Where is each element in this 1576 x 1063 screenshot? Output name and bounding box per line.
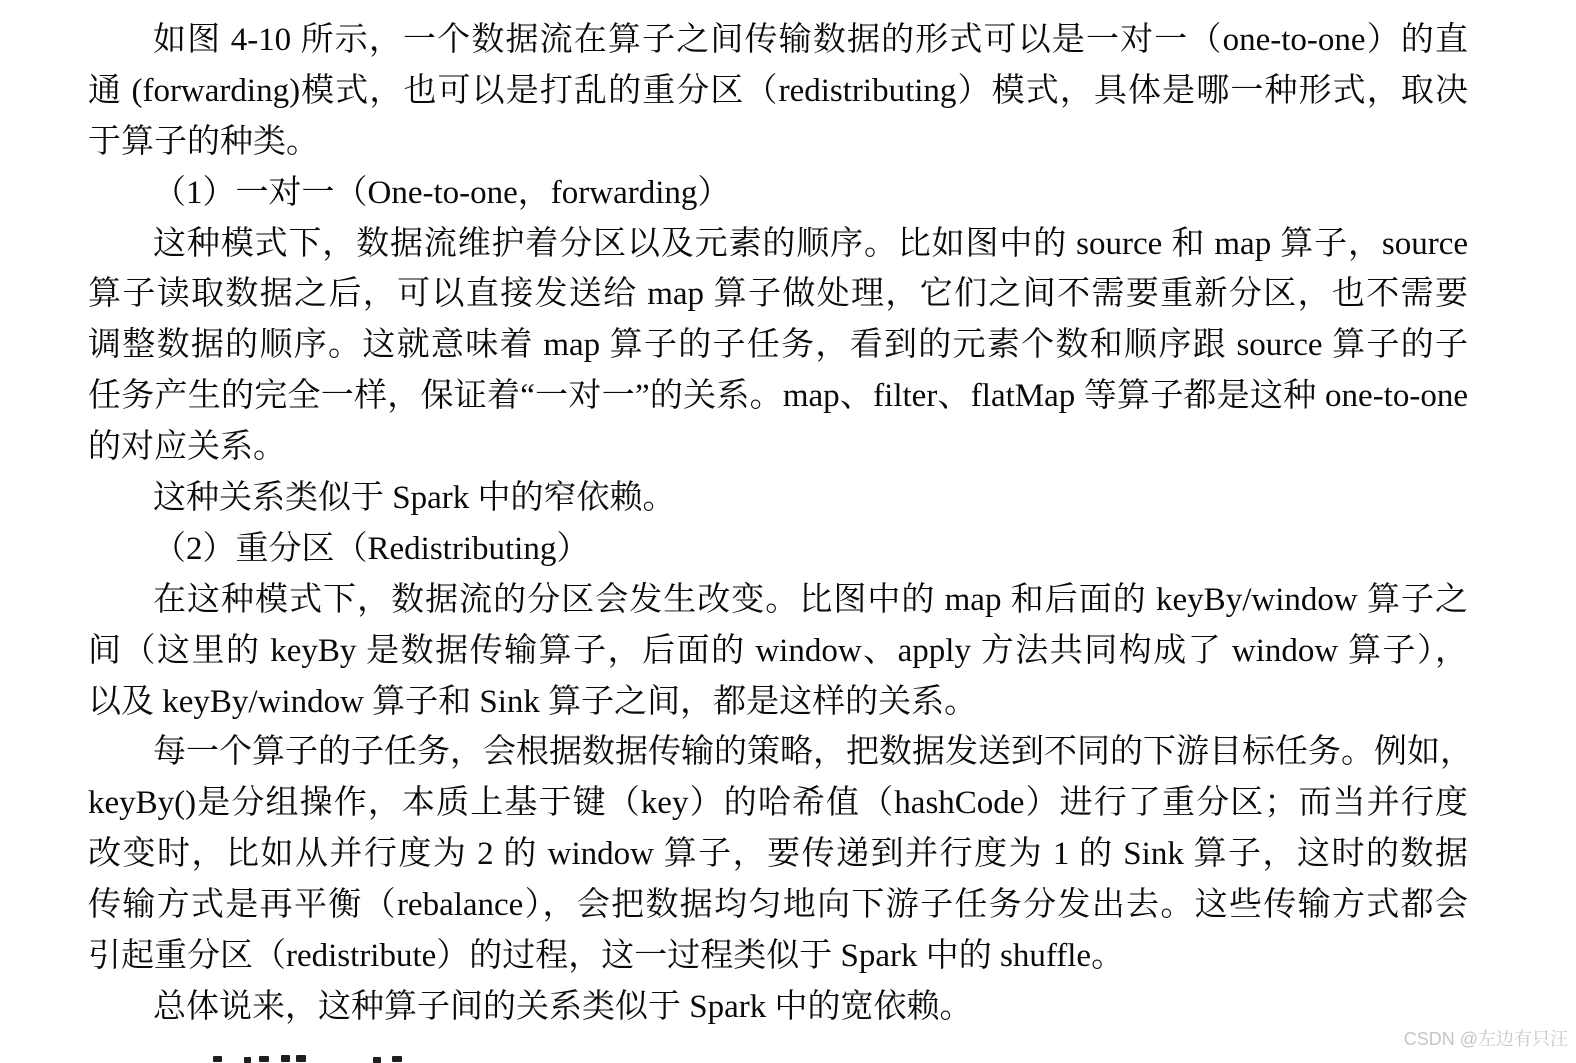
- text-line: 任务产生的完全一样，保证着“一对一”的关系。map、filter、flatMap 等算子都是这种 one-to-one: [88, 378, 1468, 415]
- text-line: 算子读取数据之后，可以直接发送给 map 算子做处理，它们之间不需要重新分区，也不需要: [88, 276, 1468, 313]
- text-line: 如图 4-10 所示，一个数据流在算子之间传输数据的形式可以是一对一（one-to-one）的直: [153, 22, 1468, 58]
- text-line: 间（这里的 keyBy 是数据传输算子，后面的 window、apply 方法共同构成了 window 算子），: [88, 632, 1468, 669]
- text-line: 每一个算子的子任务，会根据数据传输的策略，把数据发送到不同的下游目标任务。例如，: [153, 734, 1473, 771]
- list-item-heading: （1）一对一（One-to-one，forwarding）: [153, 174, 731, 211]
- csdn-watermark: CSDN @左边有只汪: [1403, 1029, 1568, 1049]
- text-line: 通 (forwarding)模式，也可以是打乱的重分区（redistributing）模式，具体是哪一种形式，取决: [88, 72, 1468, 109]
- text-line: 引起重分区（redistribute）的过程，这一过程类似于 Spark 中的 shuffle。: [88, 938, 1125, 975]
- text-line: 这种关系类似于 Spark 中的窄依赖。: [153, 480, 676, 517]
- text-line: 传输方式是再平衡（rebalance），会把数据均匀地向下游子任务分发出去。这些传输方式都会: [88, 887, 1468, 924]
- text-line: 于算子的种类。: [88, 123, 319, 160]
- text-line: 以及 keyBy/window 算子和 Sink 算子之间，都是这样的关系。: [88, 683, 978, 720]
- text-line: 调整数据的顺序。这就意味着 map 算子的子任务，看到的元素个数和顺序跟 source 算子的子: [88, 327, 1468, 364]
- body-text: [88, 15, 1473, 1033]
- text-line: 改变时，比如从并行度为 2 的 window 算子，要传递到并行度为 1 的 Sink 算子，这时的数据: [88, 836, 1468, 873]
- text-line: 在这种模式下，数据流的分区会发生改变。比图中的 map 和后面的 keyBy/window 算子之: [153, 581, 1468, 618]
- list-item-heading: （2）重分区（Redistributing）: [153, 530, 590, 567]
- text-line: keyBy()是分组操作，本质上基于键（key）的哈希值（hashCode）进行了重分区；而当并行度: [88, 785, 1468, 822]
- text-line: 总体说来，这种算子间的关系类似于 Spark 中的宽依赖。: [153, 988, 973, 1025]
- text-line: 的对应关系。: [88, 429, 286, 466]
- text-line: 这种模式下，数据流维护着分区以及元素的顺序。比如图中的 source 和 map 算子，source: [153, 225, 1468, 262]
